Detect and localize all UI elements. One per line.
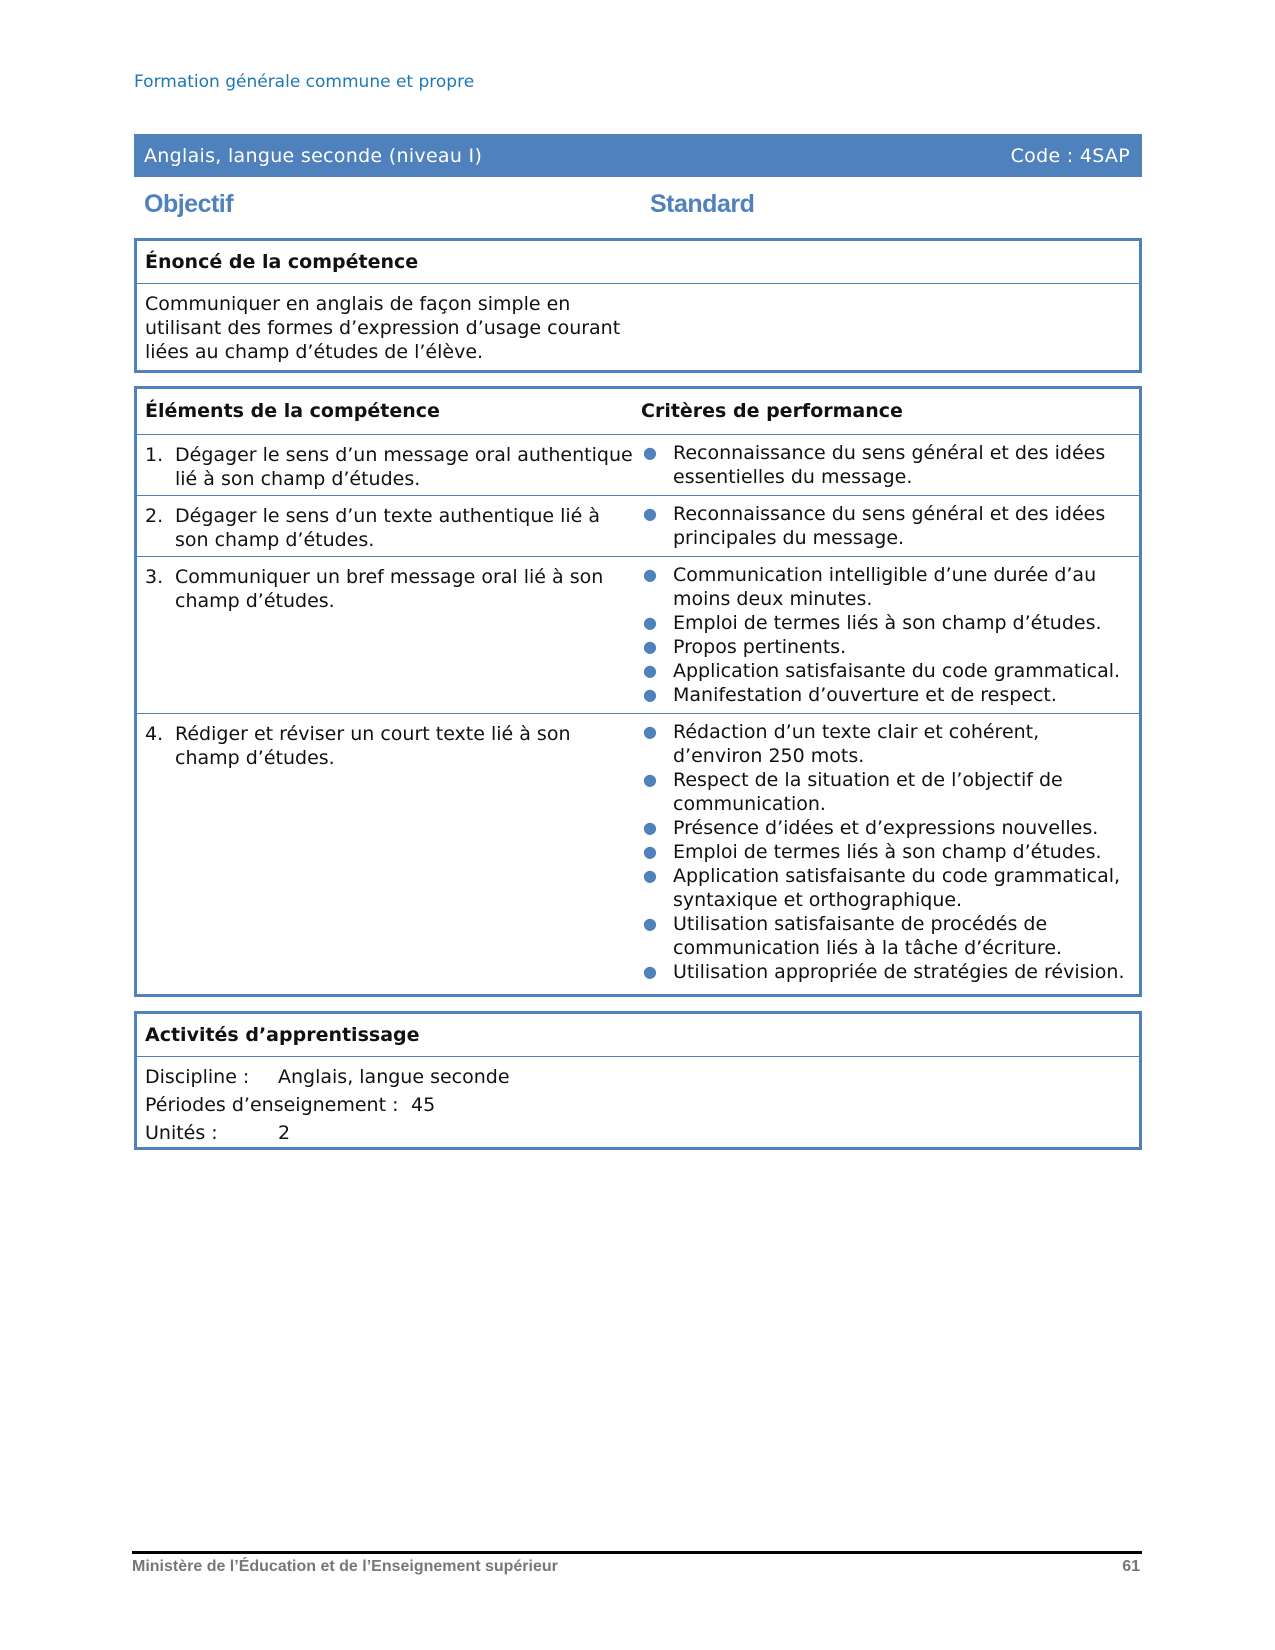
- criteria-heading: Critères de performance: [641, 400, 903, 422]
- statement-line: Communiquer en anglais de façon simple en: [145, 293, 571, 315]
- periods-value: 45: [411, 1094, 436, 1116]
- criterion-item: ● Respect de la situation et de l’objectif de communication.: [643, 769, 1063, 815]
- criterion-item: ● Présence d’idées et d’expressions nouvelles.: [643, 817, 1099, 839]
- table-row: [137, 557, 1139, 714]
- criterion-item: ● Reconnaissance du sens général et des idées essentielles du message.: [643, 442, 1106, 488]
- criterion-item: ● Propos pertinents.: [643, 636, 847, 658]
- bullet-icon: ●: [643, 914, 657, 933]
- element-number: 2.: [145, 505, 164, 527]
- bullet-icon: ●: [643, 685, 657, 704]
- bullet-icon: ●: [643, 661, 657, 680]
- bullet-icon: ●: [643, 565, 657, 584]
- competency-statement-heading: Énoncé de la compétence: [137, 241, 1139, 284]
- bullet-icon: ●: [643, 443, 657, 462]
- learning-activities-heading: Activités d’apprentissage: [137, 1014, 1139, 1057]
- course-title-bar: [134, 134, 1142, 177]
- bullet-icon: ●: [643, 637, 657, 656]
- criterion-item: ● Emploi de termes liés à son champ d’études.: [643, 841, 1102, 863]
- units-value: 2: [278, 1122, 291, 1144]
- running-head: Formation générale commune et propre: [134, 72, 475, 92]
- criterion-item: ● Utilisation satisfaisante de procédés de communication liés à la tâche d’écriture.: [643, 913, 1063, 959]
- periods-line: [145, 1091, 1139, 1119]
- criterion-item: ● Reconnaissance du sens général et des idées principales du message.: [643, 503, 1106, 549]
- competency-elements-table: [134, 386, 1142, 997]
- page-footer: [132, 1558, 1140, 1576]
- course-code: Code : 4SAP: [1010, 144, 1130, 167]
- element-number: 1.: [145, 444, 164, 466]
- periods-label: Périodes d’enseignement :: [145, 1094, 399, 1116]
- bullet-icon: ●: [643, 818, 657, 837]
- criterion-item: ● Rédaction d’un texte clair et cohérent, d’environ 250 mots.: [643, 721, 1040, 767]
- element-text: Rédiger et réviser un court texte lié à son champ d’études.: [175, 723, 571, 769]
- element-text: Communiquer un bref message oral lié à son champ d’études.: [175, 566, 604, 612]
- criterion-item: ● Emploi de termes liés à son champ d’études.: [643, 612, 1102, 634]
- discipline-value: Anglais, langue seconde: [278, 1066, 510, 1088]
- bullet-icon: ●: [643, 866, 657, 885]
- element-text: Dégager le sens d’un message oral authentique lié à son champ d’études.: [175, 444, 633, 490]
- bullet-icon: ●: [643, 504, 657, 523]
- competency-statement-text: [137, 284, 625, 364]
- units-line: [145, 1119, 1139, 1147]
- objectif-label: Objectif: [144, 190, 234, 218]
- element-text: Dégager le sens d’un texte authentique lié à son champ d’études.: [175, 505, 601, 551]
- criterion-item: ● Communication intelligible d’une durée d’au moins deux minutes.: [643, 564, 1097, 610]
- criterion-item: ● Manifestation d’ouverture et de respect.: [643, 684, 1057, 706]
- competency-statement-box: [134, 238, 1142, 373]
- element-number: 3.: [145, 566, 164, 588]
- bullet-icon: ●: [643, 613, 657, 632]
- units-label: Unités :: [145, 1122, 218, 1144]
- statement-line: liées au champ d’études de l’élève.: [145, 341, 484, 363]
- course-title: Anglais, langue seconde (niveau I): [144, 144, 483, 167]
- statement-line: utilisant des formes d’expression d’usage courant: [145, 317, 621, 339]
- bullet-icon: ●: [643, 722, 657, 741]
- element-number: 4.: [145, 723, 164, 745]
- footer-divider: [132, 1551, 1142, 1554]
- criterion-item: ● Utilisation appropriée de stratégies de révision.: [643, 961, 1125, 983]
- table-row: [137, 496, 1139, 557]
- bullet-icon: ●: [643, 842, 657, 861]
- section-labels: [144, 190, 1144, 230]
- bullet-icon: ●: [643, 770, 657, 789]
- standard-label: Standard: [650, 190, 755, 218]
- criterion-item: ● Application satisfaisante du code grammatical, syntaxique et orthographique.: [643, 865, 1121, 911]
- elements-heading: Éléments de la compétence: [145, 400, 440, 422]
- table-row: [137, 714, 1139, 993]
- page-number: 61: [1122, 1558, 1140, 1575]
- ministry-name: Ministère de l’Éducation et de l’Enseignement supérieur: [132, 1558, 558, 1575]
- table-header-row: [137, 389, 1139, 435]
- criterion-item: ● Application satisfaisante du code grammatical.: [643, 660, 1121, 682]
- table-row: [137, 435, 1139, 496]
- learning-activities-box: [134, 1011, 1142, 1150]
- discipline-label: Discipline :: [145, 1066, 250, 1088]
- bullet-icon: ●: [643, 962, 657, 981]
- discipline-line: [145, 1063, 1139, 1091]
